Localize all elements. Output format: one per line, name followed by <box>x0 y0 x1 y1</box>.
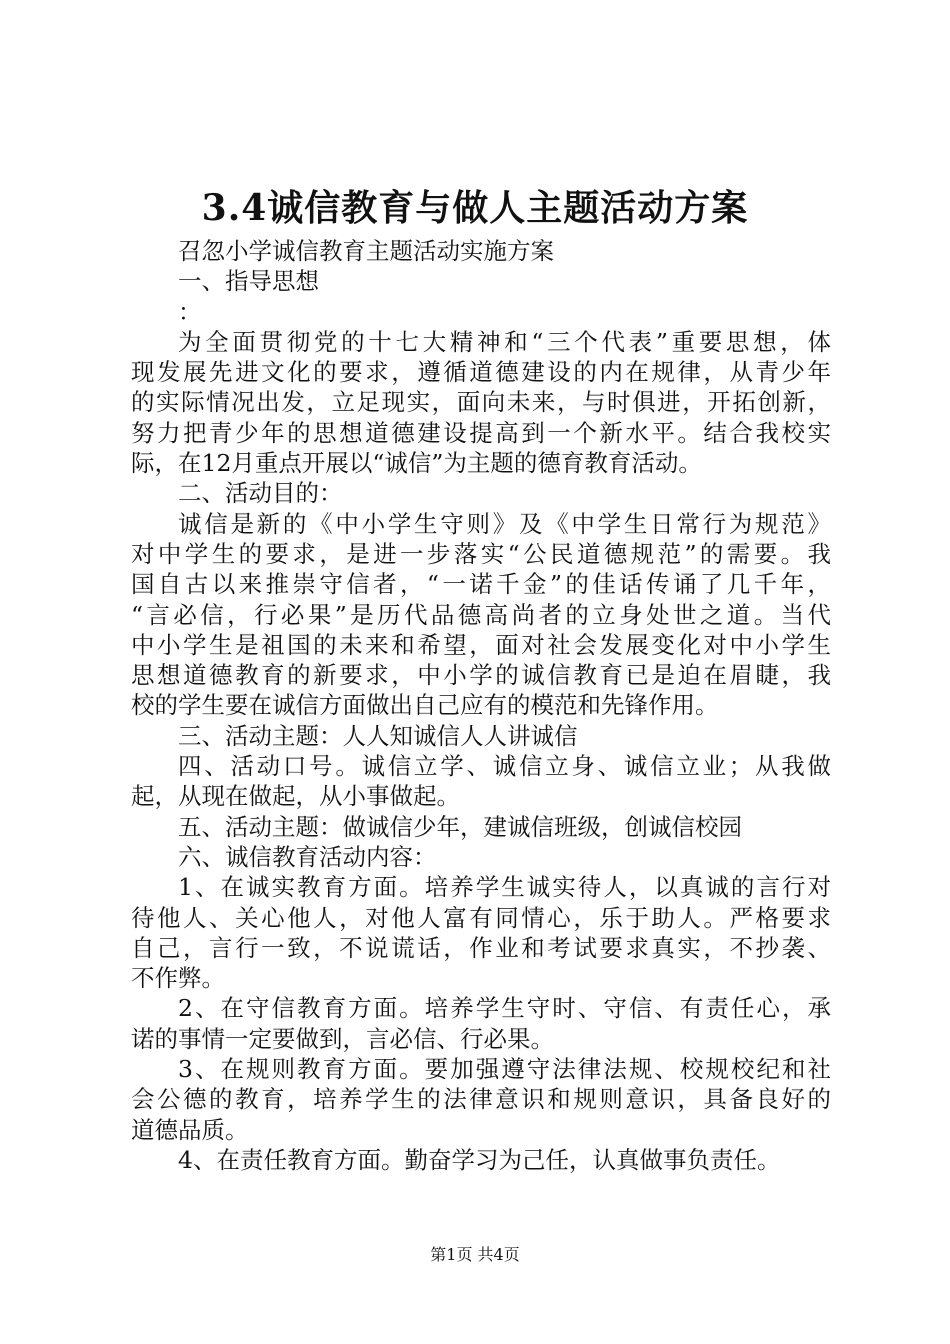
section-heading: 二、活动目的： <box>178 479 343 508</box>
paragraph-line: 国自古以来推崇守信者，“一诺千金”的佳话传诵了几千年， <box>131 570 831 599</box>
paragraph-line: 待他人、关心他人，对他人富有同情心，乐于助人。严格要求 <box>131 903 831 932</box>
paragraph-line: 校的学生要在诚信方面做出自己应有的模范和先锋作用。 <box>131 691 719 720</box>
paragraph-line: “言必信，行必果”是历代品德高尚者的立身处世之道。当代 <box>131 600 831 629</box>
document-body <box>131 236 831 1175</box>
paragraph-line: ： <box>178 297 202 326</box>
paragraph-line: 起，从现在做起，从小事做起。 <box>131 782 460 811</box>
list-item: 4、在责任教育方面。勤奋学习为己任，认真做事负责任。 <box>178 1145 781 1174</box>
paragraph-line: 的实际情况出发，立足现实，面向未来，与时俱进，开拓创新， <box>131 388 831 417</box>
paragraph-line: 会公德的教育，培养学生的法律意识和规则意识，具备良好的 <box>131 1085 831 1114</box>
section-heading: 四、活动口号。诚信立学、诚信立身、诚信立业；从我做 <box>178 752 831 781</box>
list-item: 3、在规则教育方面。要加强遵守法律法规、校规校纪和社 <box>178 1055 831 1084</box>
section-heading: 六、诚信教育活动内容： <box>178 842 437 871</box>
section-heading: 三、活动主题：人人知诚信人人讲诚信 <box>178 721 578 750</box>
list-item: 2、在守信教育方面。培养学生守时、守信、有责任心，承 <box>178 994 831 1023</box>
paragraph-line: 现发展先进文化的要求，遵循道德建设的内在规律，从青少年 <box>131 358 831 387</box>
paragraph-line: 对中学生的要求，是进一步落实“公民道德规范”的需要。我 <box>131 539 831 568</box>
section-heading: 五、活动主题：做诚信少年，建诚信班级，创诚信校园 <box>178 812 742 841</box>
paragraph-line: 诚信是新的《中小学生守则》及《中学生日常行为规范》 <box>178 509 831 538</box>
paragraph-line: 道德品质。 <box>131 1115 249 1144</box>
paragraph-line: 思想道德教育的新要求，中小学的诚信教育已是迫在眉睫，我 <box>131 661 831 690</box>
paragraph-line: 为全面贯彻党的十七大精神和“三个代表”重要思想，体 <box>178 327 831 356</box>
list-item: 1、在诚实教育方面。培养学生诚实待人，以真诚的言行对 <box>178 873 831 902</box>
document-title: 3.4诚信教育与做人主题活动方案 <box>201 187 749 229</box>
paragraph-line: 际，在12月重点开展以“诚信”为主题的德育教育活动。 <box>131 449 702 478</box>
paragraph-line: 召忽小学诚信教育主题活动实施方案 <box>178 237 554 265</box>
paragraph-line: 诺的事情一定要做到，言必信、行必果。 <box>131 1024 554 1053</box>
paragraph-line: 自己，言行一致，不说谎话，作业和考试要求真实，不抄袭、 <box>131 933 831 962</box>
page-number-footer: 第1页 共4页 <box>430 1245 520 1264</box>
paragraph-line: 中小学生是祖国的未来和希望，面对社会发展变化对中小学生 <box>131 630 831 659</box>
section-heading: 一、指导思想 <box>178 267 319 296</box>
paragraph-line: 不作弊。 <box>131 964 225 993</box>
paragraph-line: 努力把青少年的思想道德建设提高到一个新水平。结合我校实 <box>131 418 831 447</box>
